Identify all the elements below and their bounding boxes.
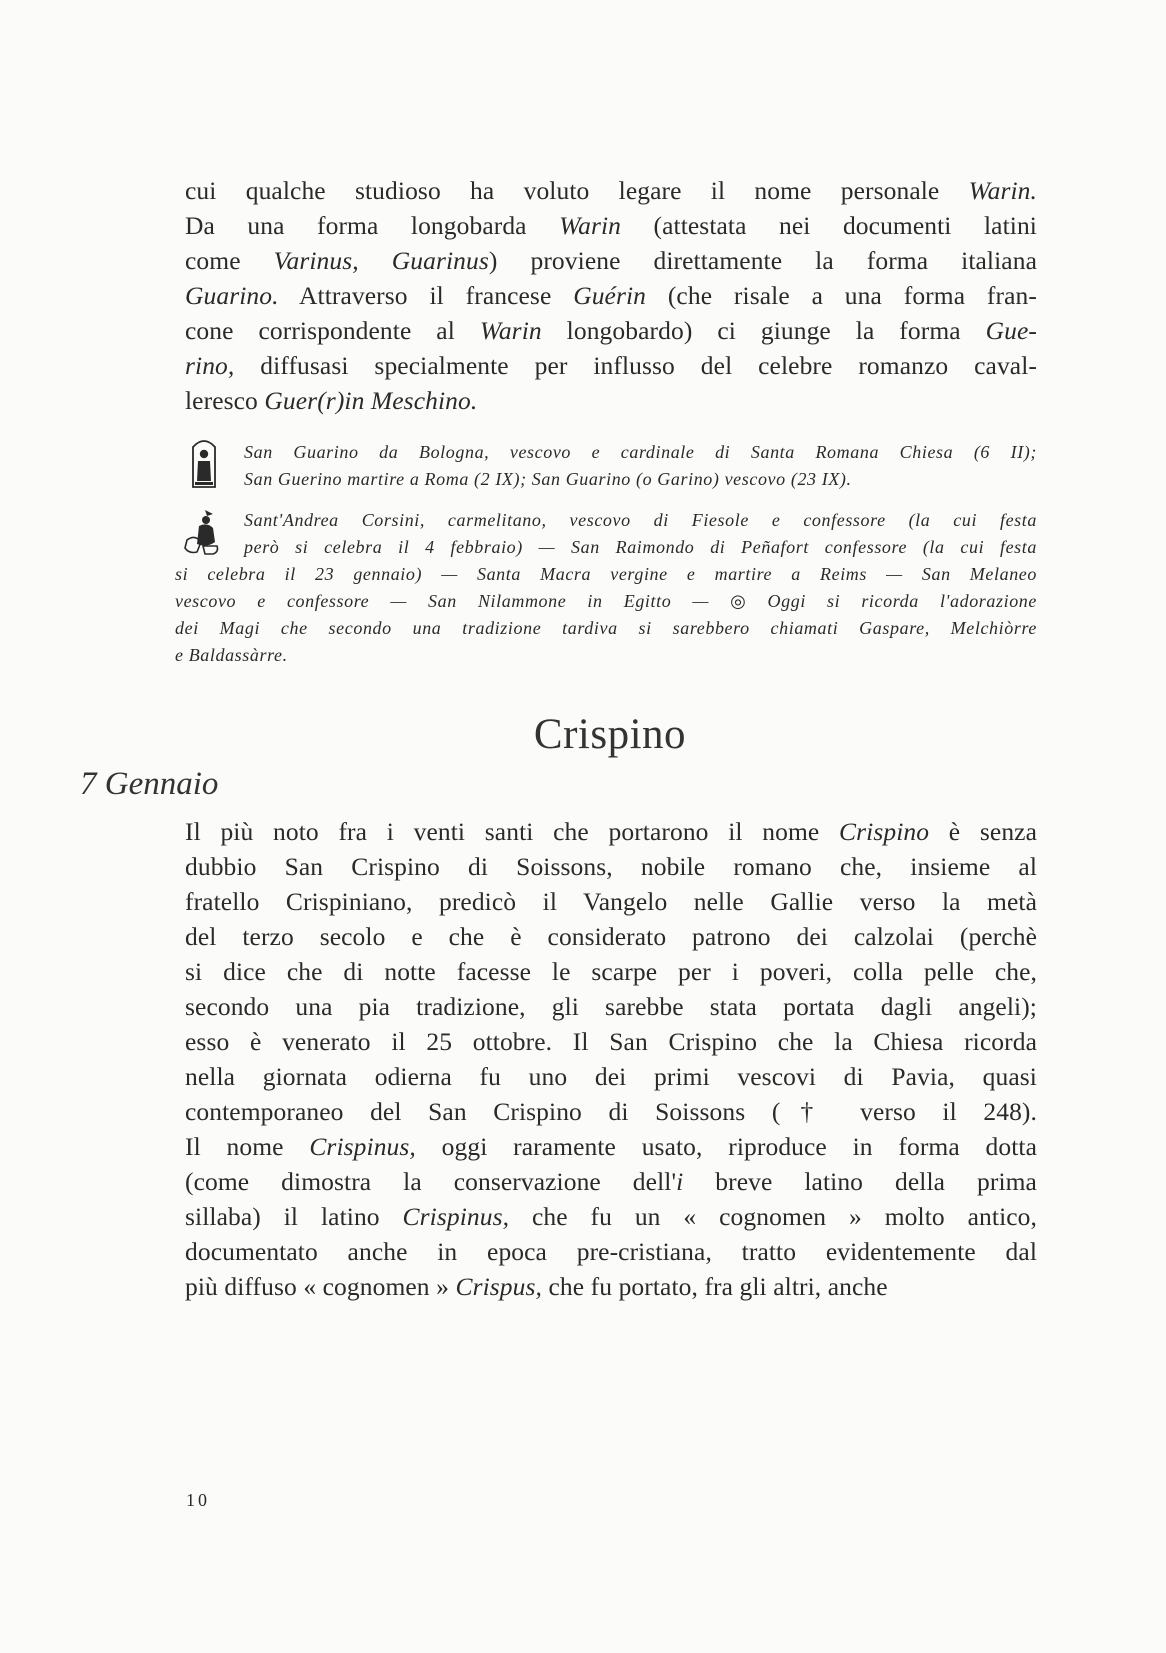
italic-run: i xyxy=(676,1167,684,1196)
italic-run: Warin. xyxy=(968,176,1037,205)
text-line xyxy=(244,439,1037,466)
text-run: (come dimostra la conservazione dell' xyxy=(185,1167,677,1196)
text-line xyxy=(175,561,1037,588)
text-run: leresco xyxy=(185,386,265,415)
text-run: San Guerino martire a Roma (2 IX); San Guarino (o Garino) vescovo (23 IX). xyxy=(244,469,852,489)
text-line xyxy=(175,642,1037,669)
text-run: dei Magi che secondo una tradizione tardiva si sarebbero chiamati Gaspare, Melchiòrre xyxy=(175,618,1037,638)
text-run: San Guarino da Bologna, vescovo e cardinale di Santa Romana Chiesa (6 II); xyxy=(244,442,1037,462)
text-run: Da una forma longobarda xyxy=(185,211,560,240)
text-line xyxy=(185,1199,1037,1234)
text-run: contemporaneo del San Crispino di Soissons († verso il 248). xyxy=(185,1097,1037,1126)
text-run: documentato anche in epoca pre-cristiana, tratto evidentemente dal xyxy=(185,1237,1037,1266)
text-run: del terzo secolo e che è considerato patrono dei calzolai (perchè xyxy=(185,922,1037,951)
page-number: 10 xyxy=(186,1490,210,1510)
text-run: che fu un « cognomen » molto antico, xyxy=(509,1202,1037,1231)
text-run: si celebra il 23 gennaio) — Santa Macra vergine e martire a Reims — San Melaneo xyxy=(175,564,1037,584)
text-line xyxy=(185,919,1037,954)
text-line xyxy=(175,615,1037,642)
italic-run: Warin xyxy=(479,316,542,345)
italic-run: Warin xyxy=(559,211,622,240)
text-line xyxy=(175,507,1037,534)
feast-date-heading: 7 Gennaio xyxy=(80,766,219,802)
text-line xyxy=(244,466,1037,493)
text-run: secondo una pia tradizione, gli sarebbe stata portata dagli angeli); xyxy=(185,992,1037,1021)
text-run: cui qualche studioso ha voluto legare il nome personale xyxy=(185,176,969,205)
text-line xyxy=(185,1129,1037,1164)
text-run: però si celebra il 4 febbraio) — San Raimondo di Peñafort confessore (la cui festa xyxy=(244,537,1037,557)
text-line xyxy=(185,989,1037,1024)
text-run: Il nome xyxy=(185,1132,310,1161)
text-run: più diffuso « cognomen » xyxy=(185,1272,456,1301)
top-paragraph xyxy=(185,173,1037,418)
italic-run: Guarino. xyxy=(185,281,279,310)
text-run: dubbio San Crispino di Soissons, nobile romano che, insieme al xyxy=(185,852,1037,881)
main-paragraph xyxy=(185,814,1037,1304)
target-symbol-icon: ◎ xyxy=(730,591,747,611)
text-line xyxy=(185,348,1037,383)
text-run: e Baldassàrre. xyxy=(175,645,288,665)
text-line xyxy=(185,173,1037,208)
text-line xyxy=(185,1024,1037,1059)
italic-run: Crispinus, xyxy=(309,1132,416,1161)
text-run: (attestata nei documenti latini xyxy=(621,211,1037,240)
saints-block-1 xyxy=(244,439,1037,493)
text-run: Sant'Andrea Corsini, carmelitano, vescovo di Fiesole e confessore (la cui festa xyxy=(244,510,1037,530)
italic-run: Varinus, Guarinus xyxy=(273,246,489,275)
text-line xyxy=(185,954,1037,989)
italic-run: Guer(r)in Meschino. xyxy=(264,386,478,415)
saints-block-2 xyxy=(175,507,1037,669)
text-line xyxy=(185,278,1037,313)
text-run: Oggi si ricorda l'adorazione xyxy=(746,591,1038,611)
text-run: è senza xyxy=(929,817,1038,846)
text-line xyxy=(185,884,1037,919)
saint-name-heading: Crispino xyxy=(533,711,687,758)
text-line xyxy=(185,1059,1037,1094)
text-run: sillaba) il latino xyxy=(185,1202,403,1231)
text-run: Attraverso il francese xyxy=(278,281,574,310)
text-line xyxy=(175,588,1037,615)
italic-run: Guérin xyxy=(573,281,647,310)
text-line xyxy=(185,849,1037,884)
text-run: come xyxy=(185,246,274,275)
text-run: oggi raramente usato, riproduce in forma dotta xyxy=(415,1132,1038,1161)
text-run: ) proviene direttamente la forma italiana xyxy=(488,246,1037,275)
text-run: Il più noto fra i venti santi che portarono il nome xyxy=(185,817,840,846)
saint-statue-icon xyxy=(189,437,219,489)
text-line xyxy=(185,1164,1037,1199)
italic-run: Crispino xyxy=(839,817,930,846)
text-run: vescovo e confessore — San Nilammone in Egitto — xyxy=(175,591,731,611)
text-run: nella giornata odierna fu uno dei primi vescovi di Pavia, quasi xyxy=(185,1062,1037,1091)
text-line xyxy=(185,1269,1037,1304)
text-line xyxy=(185,814,1037,849)
text-run: esso è venerato il 25 ottobre. Il San Crispino che la Chiesa ricorda xyxy=(185,1027,1037,1056)
text-run: (che risale a una forma fran- xyxy=(646,281,1037,310)
text-line xyxy=(185,383,1037,418)
text-run: longobardo) ci giunge la forma xyxy=(541,316,986,345)
text-line xyxy=(185,1094,1037,1129)
italic-run: Crispinus, xyxy=(402,1202,510,1231)
text-run: fratello Crispiniano, predicò il Vangelo nelle Gallie verso la metà xyxy=(185,887,1037,916)
italic-run: rino, xyxy=(185,351,235,380)
text-run: cone corrispondente al xyxy=(185,316,480,345)
text-line xyxy=(185,243,1037,278)
text-run: diffusasi specialmente per influsso del celebre romanzo caval- xyxy=(234,351,1037,380)
text-line xyxy=(175,534,1037,561)
italic-run: Gue- xyxy=(985,316,1037,345)
text-run: si dice che di notte facesse le scarpe per i poveri, colla pelle che, xyxy=(185,957,1037,986)
text-line xyxy=(185,313,1037,348)
text-line xyxy=(185,1234,1037,1269)
italic-run: Crispus, xyxy=(455,1272,543,1301)
text-run: breve latino della prima xyxy=(683,1167,1037,1196)
text-line xyxy=(185,208,1037,243)
text-run: che fu portato, fra gli altri, anche xyxy=(542,1272,888,1301)
